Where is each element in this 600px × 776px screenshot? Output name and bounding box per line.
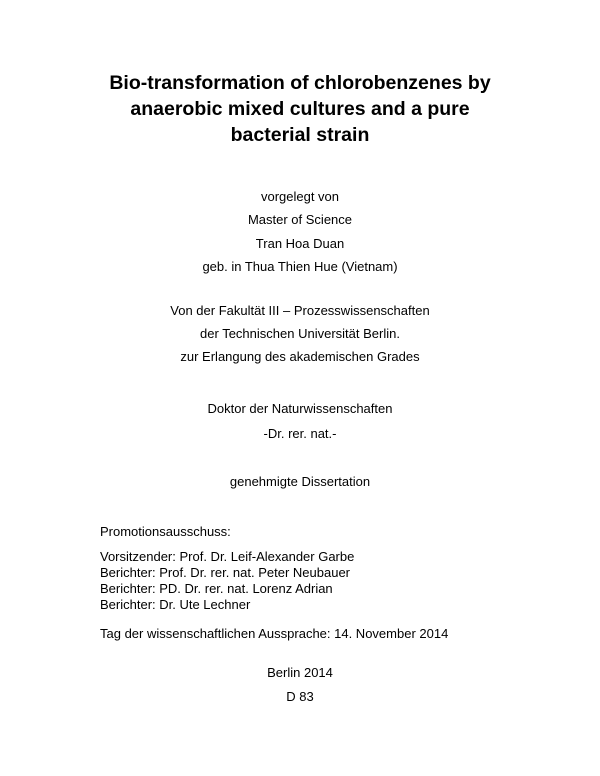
author-name: Tran Hoa Duan — [255, 236, 345, 251]
thesis-title — [60, 70, 540, 148]
committee-member: Berichter: PD. Dr. rer. nat. Lorenz Adrian — [100, 581, 333, 596]
dissertation-code: D 83 — [286, 689, 314, 704]
committee-heading: Promotionsausschuss: — [100, 524, 231, 539]
doctorate-abbrev: -Dr. rer. nat.- — [263, 426, 337, 441]
doctorate-degree: Doktor der Naturwissenschaften — [207, 401, 393, 416]
title-line-2: anaerobic mixed cultures and a pure — [130, 98, 470, 120]
author-birthplace: geb. in Thua Thien Hue (Vietnam) — [202, 259, 398, 274]
presented-by: vorgelegt von — [260, 189, 340, 204]
place-year: Berlin 2014 — [267, 665, 333, 680]
faculty-line-1: Von der Fakultät III – Prozesswissenschaften — [170, 303, 430, 318]
defense-date: Tag der wissenschaftlichen Aussprache: 14. November 2014 — [100, 626, 449, 641]
author-degree: Master of Science — [247, 212, 353, 227]
faculty-line-3: zur Erlangung des akademischen Grades — [180, 349, 420, 364]
committee-member: Berichter: Prof. Dr. rer. nat. Peter Neubauer — [100, 565, 351, 580]
committee-member: Vorsitzender: Prof. Dr. Leif-Alexander Garbe — [100, 549, 355, 564]
title-line-1: Bio-transformation of chlorobenzenes by — [109, 72, 491, 94]
approval-note: genehmigte Dissertation — [229, 474, 371, 489]
faculty-line-2: der Technischen Universität Berlin. — [200, 326, 400, 341]
title-line-3: bacterial strain — [230, 124, 370, 146]
committee-member: Berichter: Dr. Ute Lechner — [100, 597, 251, 612]
